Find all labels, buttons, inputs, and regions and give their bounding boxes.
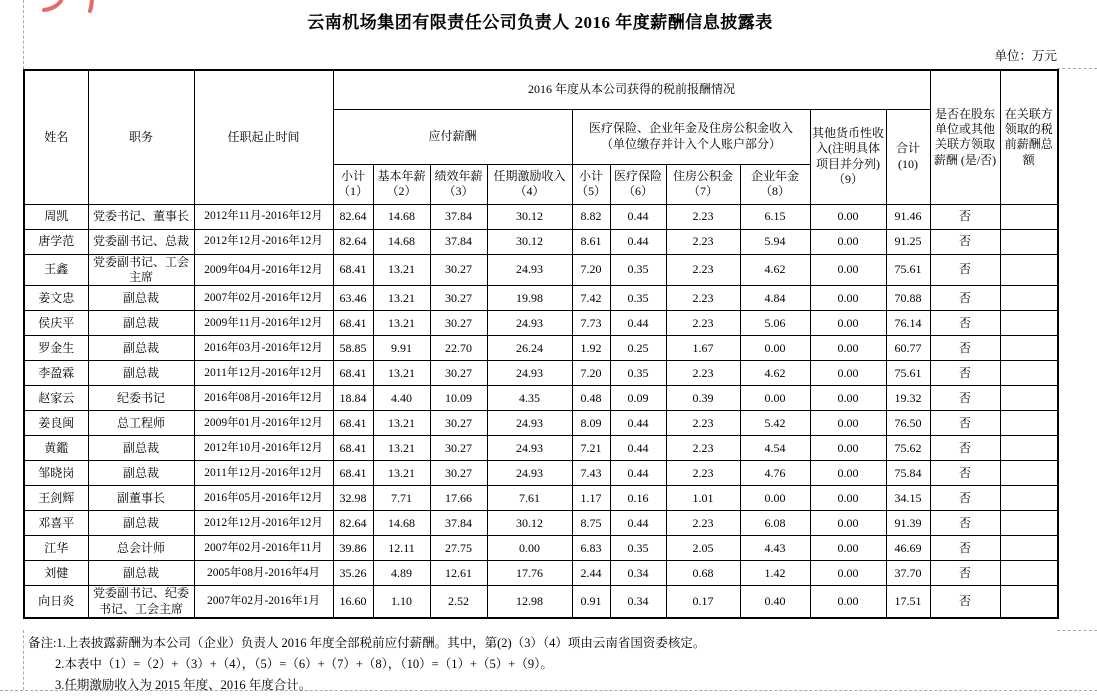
performance-salary-3-cell: 30.27 — [430, 436, 487, 461]
other-income-9-cell: 0.00 — [810, 486, 886, 511]
term-cell: 2011年12月-2016年12月 — [194, 461, 333, 486]
position-cell: 党委副书记、总裁 — [88, 229, 194, 254]
name-cell: 唐学范 — [24, 229, 88, 254]
related-pay-cell — [1000, 336, 1058, 361]
subtotal-5-cell: 7.20 — [572, 254, 610, 286]
medical-insurance-6-cell: 0.16 — [610, 486, 666, 511]
subtotal-1-cell: 68.41 — [333, 411, 373, 436]
header-housing-fund-7: 住房公积金 （7） — [666, 164, 740, 204]
table-row — [24, 204, 1058, 229]
related-pay-cell — [1000, 511, 1058, 536]
position-cell: 总工程师 — [88, 411, 194, 436]
header-total-label: 合计 — [896, 141, 921, 156]
term-cell: 2011年12月-2016年12月 — [194, 361, 333, 386]
subtotal-5-cell: 7.73 — [572, 311, 610, 336]
header-total-num: (10) — [898, 156, 918, 171]
performance-salary-3-cell: 30.27 — [430, 461, 487, 486]
subtotal-1-cell: 18.84 — [333, 386, 373, 411]
performance-salary-3-cell: 12.61 — [430, 561, 487, 586]
shareholder-pay-cell: 否 — [930, 254, 1000, 286]
base-salary-2-cell: 9.91 — [373, 336, 430, 361]
name-cell: 黄鑑 — [24, 436, 88, 461]
salary-disclosure-table — [23, 69, 1059, 619]
related-pay-cell — [1000, 286, 1058, 311]
tenure-incentive-4-cell: 17.76 — [487, 561, 572, 586]
housing-fund-7-cell: 2.05 — [666, 536, 740, 561]
position-cell: 纪委书记 — [88, 386, 194, 411]
tenure-incentive-4-cell: 26.24 — [487, 336, 572, 361]
position-cell: 副总裁 — [88, 286, 194, 311]
term-cell: 2009年11月-2016年12月 — [194, 311, 333, 336]
related-pay-cell — [1000, 561, 1058, 586]
other-income-9-cell: 0.00 — [810, 411, 886, 436]
name-cell: 刘健 — [24, 561, 88, 586]
header-other-income: 其他货币性收入(注明具体项目并分列)（9） — [810, 109, 886, 204]
performance-salary-3-cell: 37.84 — [430, 511, 487, 536]
subtotal-1-cell: 82.64 — [333, 204, 373, 229]
position-cell: 副总裁 — [88, 311, 194, 336]
table-row — [24, 411, 1058, 436]
total-10-cell: 60.77 — [886, 336, 930, 361]
subtotal-5-cell: 0.48 — [572, 386, 610, 411]
subtotal-1-cell: 68.41 — [333, 254, 373, 286]
shareholder-pay-cell: 否 — [930, 511, 1000, 536]
total-10-cell: 19.32 — [886, 386, 930, 411]
table-row — [24, 336, 1058, 361]
name-cell: 邓喜平 — [24, 511, 88, 536]
related-pay-cell — [1000, 411, 1058, 436]
base-salary-2-cell: 13.21 — [373, 311, 430, 336]
shareholder-pay-cell: 否 — [930, 386, 1000, 411]
tenure-incentive-4-cell: 12.98 — [487, 586, 572, 618]
performance-salary-3-cell: 30.27 — [430, 311, 487, 336]
subtotal-5-cell: 0.91 — [572, 586, 610, 618]
base-salary-2-cell: 4.89 — [373, 561, 430, 586]
annuity-8-cell: 5.94 — [740, 229, 810, 254]
page-break-line-left-bottom — [23, 630, 24, 690]
page-break-line-right-top — [1057, 68, 1097, 69]
table-row — [24, 286, 1058, 311]
related-pay-cell — [1000, 254, 1058, 286]
medical-insurance-6-cell: 0.44 — [610, 436, 666, 461]
annuity-8-cell: 4.62 — [740, 254, 810, 286]
term-cell: 2009年04月-2016年12月 — [194, 254, 333, 286]
table-row — [24, 561, 1058, 586]
base-salary-2-cell: 13.21 — [373, 286, 430, 311]
position-cell: 副总裁 — [88, 511, 194, 536]
tenure-incentive-4-cell: 24.93 — [487, 436, 572, 461]
performance-salary-3-cell: 37.84 — [430, 229, 487, 254]
header-position: 职务 — [88, 70, 194, 204]
tenure-incentive-4-cell: 30.12 — [487, 511, 572, 536]
shareholder-pay-cell: 否 — [930, 311, 1000, 336]
medical-insurance-6-cell: 0.44 — [610, 411, 666, 436]
subtotal-1-cell: 58.85 — [333, 336, 373, 361]
table-row — [24, 386, 1058, 411]
related-pay-cell — [1000, 311, 1058, 336]
note-2: 2.本表中（1）=（2）+（3）+（4），（5）=（6）+（7）+（8），（10）=（1）+（5）+（9）。 — [55, 657, 553, 671]
total-10-cell: 75.84 — [886, 461, 930, 486]
total-10-cell: 46.69 — [886, 536, 930, 561]
base-salary-2-cell: 7.71 — [373, 486, 430, 511]
medical-insurance-6-cell: 0.44 — [610, 204, 666, 229]
name-cell: 王剑辉 — [24, 486, 88, 511]
other-income-9-cell: 0.00 — [810, 386, 886, 411]
annuity-8-cell: 6.08 — [740, 511, 810, 536]
other-income-9-cell: 0.00 — [810, 286, 886, 311]
term-cell: 2007年02月-2016年11月 — [194, 536, 333, 561]
table-row — [24, 586, 1058, 618]
performance-salary-3-cell: 10.09 — [430, 386, 487, 411]
shareholder-pay-cell: 否 — [930, 286, 1000, 311]
subtotal-1-cell: 82.64 — [333, 229, 373, 254]
shareholder-pay-cell: 否 — [930, 486, 1000, 511]
housing-fund-7-cell: 0.17 — [666, 586, 740, 618]
housing-fund-7-cell: 2.23 — [666, 254, 740, 286]
name-cell: 罗金生 — [24, 336, 88, 361]
annuity-8-cell: 4.43 — [740, 536, 810, 561]
medical-insurance-6-cell: 0.35 — [610, 286, 666, 311]
related-pay-cell — [1000, 386, 1058, 411]
performance-salary-3-cell: 27.75 — [430, 536, 487, 561]
shareholder-pay-cell: 否 — [930, 436, 1000, 461]
annuity-8-cell: 0.00 — [740, 336, 810, 361]
shareholder-pay-cell: 否 — [930, 229, 1000, 254]
header-insurance-group-line2: （单位缴存并计入个人账户部分） — [600, 136, 781, 151]
related-pay-cell — [1000, 536, 1058, 561]
subtotal-5-cell: 7.20 — [572, 361, 610, 386]
header-shareholder-pay: 是否在股东单位或其他关联方领取薪酬 (是/否) — [930, 70, 1000, 204]
medical-insurance-6-cell: 0.35 — [610, 536, 666, 561]
total-10-cell: 91.46 — [886, 204, 930, 229]
tenure-incentive-4-cell: 24.93 — [487, 311, 572, 336]
subtotal-1-cell: 68.41 — [333, 361, 373, 386]
term-cell: 2016年08月-2016年12月 — [194, 386, 333, 411]
shareholder-pay-cell: 否 — [930, 461, 1000, 486]
tenure-incentive-4-cell: 24.93 — [487, 411, 572, 436]
subtotal-1-cell: 68.41 — [333, 461, 373, 486]
medical-insurance-6-cell: 0.35 — [610, 361, 666, 386]
total-10-cell: 34.15 — [886, 486, 930, 511]
tenure-incentive-4-cell: 4.35 — [487, 386, 572, 411]
subtotal-5-cell: 8.09 — [572, 411, 610, 436]
term-cell: 2005年08月-2016年4月 — [194, 561, 333, 586]
subtotal-5-cell: 7.43 — [572, 461, 610, 486]
name-cell: 姜文忠 — [24, 286, 88, 311]
total-10-cell: 75.61 — [886, 254, 930, 286]
base-salary-2-cell: 13.21 — [373, 361, 430, 386]
annuity-8-cell: 4.84 — [740, 286, 810, 311]
housing-fund-7-cell: 2.23 — [666, 204, 740, 229]
position-cell: 副总裁 — [88, 561, 194, 586]
related-pay-cell — [1000, 586, 1058, 618]
header-medical-insurance-6: 医疗保险 （6） — [610, 164, 666, 204]
related-pay-cell — [1000, 361, 1058, 386]
medical-insurance-6-cell: 0.35 — [610, 254, 666, 286]
annuity-8-cell: 0.00 — [740, 486, 810, 511]
header-term: 任职起止时间 — [194, 70, 333, 204]
other-income-9-cell: 0.00 — [810, 511, 886, 536]
base-salary-2-cell: 13.21 — [373, 436, 430, 461]
medical-insurance-6-cell: 0.44 — [610, 229, 666, 254]
subtotal-5-cell: 7.21 — [572, 436, 610, 461]
housing-fund-7-cell: 2.23 — [666, 461, 740, 486]
medical-insurance-6-cell: 0.44 — [610, 461, 666, 486]
performance-salary-3-cell: 22.70 — [430, 336, 487, 361]
table-row — [24, 461, 1058, 486]
shareholder-pay-cell: 否 — [930, 561, 1000, 586]
subtotal-5-cell: 6.83 — [572, 536, 610, 561]
term-cell: 2016年05月-2016年12月 — [194, 486, 333, 511]
header-subtotal-1: 小计 （1） — [333, 164, 373, 204]
header-insurance-group-line1: 医疗保险、企业年金及住房公积金收入 — [588, 121, 793, 136]
term-cell: 2012年12月-2016年12月 — [194, 511, 333, 536]
other-income-9-cell: 0.00 — [810, 361, 886, 386]
shareholder-pay-cell: 否 — [930, 536, 1000, 561]
term-cell: 2012年11月-2016年12月 — [194, 204, 333, 229]
footer-notes — [28, 633, 705, 696]
medical-insurance-6-cell: 0.25 — [610, 336, 666, 361]
medical-insurance-6-cell: 0.09 — [610, 386, 666, 411]
table-row — [24, 229, 1058, 254]
subtotal-1-cell: 68.41 — [333, 311, 373, 336]
position-cell: 副总裁 — [88, 361, 194, 386]
position-cell: 党委书记、董事长 — [88, 204, 194, 229]
other-income-9-cell: 0.00 — [810, 254, 886, 286]
tenure-incentive-4-cell: 24.93 — [487, 461, 572, 486]
base-salary-2-cell: 4.40 — [373, 386, 430, 411]
other-income-9-cell: 0.00 — [810, 311, 886, 336]
subtotal-1-cell: 39.86 — [333, 536, 373, 561]
tenure-incentive-4-cell: 30.12 — [487, 204, 572, 229]
name-cell: 邹晓岗 — [24, 461, 88, 486]
header-performance-salary-3: 绩效年薪 （3） — [430, 164, 487, 204]
housing-fund-7-cell: 2.23 — [666, 229, 740, 254]
subtotal-5-cell: 8.82 — [572, 204, 610, 229]
total-10-cell: 70.88 — [886, 286, 930, 311]
related-pay-cell — [1000, 461, 1058, 486]
table-row — [24, 254, 1058, 286]
term-cell: 2009年01月-2016年12月 — [194, 411, 333, 436]
term-cell: 2016年03月-2016年12月 — [194, 336, 333, 361]
page-title: 云南机场集团有限责任公司负责人 2016 年度薪酬信息披露表 — [307, 13, 773, 32]
annuity-8-cell: 4.76 — [740, 461, 810, 486]
subtotal-5-cell: 1.17 — [572, 486, 610, 511]
medical-insurance-6-cell: 0.34 — [610, 561, 666, 586]
shareholder-pay-cell: 否 — [930, 586, 1000, 618]
position-cell: 副总裁 — [88, 336, 194, 361]
base-salary-2-cell: 13.21 — [373, 254, 430, 286]
housing-fund-7-cell: 2.23 — [666, 436, 740, 461]
total-10-cell: 76.50 — [886, 411, 930, 436]
tenure-incentive-4-cell: 24.93 — [487, 254, 572, 286]
note-3: 3.任期激励收入为 2015 年度、2016 年度合计。 — [55, 678, 312, 692]
subtotal-1-cell: 16.60 — [333, 586, 373, 618]
name-cell: 姜良闽 — [24, 411, 88, 436]
subtotal-5-cell: 8.61 — [572, 229, 610, 254]
tenure-incentive-4-cell: 7.61 — [487, 486, 572, 511]
name-cell: 侯庆平 — [24, 311, 88, 336]
subtotal-1-cell: 32.98 — [333, 486, 373, 511]
page-break-line-right-mid — [1057, 630, 1097, 631]
header-subtotal-5: 小计 （5） — [572, 164, 610, 204]
other-income-9-cell: 0.00 — [810, 436, 886, 461]
header-name: 姓名 — [24, 70, 88, 204]
table-row — [24, 536, 1058, 561]
other-income-9-cell: 0.00 — [810, 229, 886, 254]
base-salary-2-cell: 12.11 — [373, 536, 430, 561]
position-cell: 党委副书记、工会主席 — [88, 254, 194, 286]
header-annuity-8: 企业年金 （8） — [740, 164, 810, 204]
base-salary-2-cell: 13.21 — [373, 411, 430, 436]
medical-insurance-6-cell: 0.34 — [610, 586, 666, 618]
shareholder-pay-cell: 否 — [930, 361, 1000, 386]
name-cell: 李盈霖 — [24, 361, 88, 386]
header-related-total: 在关联方领取的税前薪酬总额 — [1000, 70, 1058, 204]
performance-salary-3-cell: 30.27 — [430, 411, 487, 436]
related-pay-cell — [1000, 436, 1058, 461]
subtotal-5-cell: 2.44 — [572, 561, 610, 586]
name-cell: 江华 — [24, 536, 88, 561]
total-10-cell: 76.14 — [886, 311, 930, 336]
related-pay-cell — [1000, 229, 1058, 254]
performance-salary-3-cell: 37.84 — [430, 204, 487, 229]
total-10-cell: 75.62 — [886, 436, 930, 461]
subtotal-5-cell: 8.75 — [572, 511, 610, 536]
base-salary-2-cell: 13.21 — [373, 461, 430, 486]
total-10-cell: 75.61 — [886, 361, 930, 386]
tenure-incentive-4-cell: 24.93 — [487, 361, 572, 386]
base-salary-2-cell: 14.68 — [373, 229, 430, 254]
total-10-cell: 37.70 — [886, 561, 930, 586]
tenure-incentive-4-cell: 19.98 — [487, 286, 572, 311]
subtotal-1-cell: 68.41 — [333, 436, 373, 461]
base-salary-2-cell: 14.68 — [373, 204, 430, 229]
total-10-cell: 17.51 — [886, 586, 930, 618]
performance-salary-3-cell: 30.27 — [430, 361, 487, 386]
housing-fund-7-cell: 2.23 — [666, 511, 740, 536]
tenure-incentive-4-cell: 0.00 — [487, 536, 572, 561]
header-base-salary-2: 基本年薪 （2） — [373, 164, 430, 204]
unit-label: 单位：万元 — [994, 49, 1057, 63]
header-tenure-incentive-4: 任期激励收入 （4） — [487, 164, 572, 204]
table-row — [24, 486, 1058, 511]
position-cell: 总会计师 — [88, 536, 194, 561]
subtotal-5-cell: 7.42 — [572, 286, 610, 311]
annuity-8-cell: 5.06 — [740, 311, 810, 336]
housing-fund-7-cell: 2.23 — [666, 411, 740, 436]
other-income-9-cell: 0.00 — [810, 336, 886, 361]
table-row — [24, 311, 1058, 336]
table-row — [24, 361, 1058, 386]
housing-fund-7-cell: 0.68 — [666, 561, 740, 586]
annuity-8-cell: 4.62 — [740, 361, 810, 386]
annuity-8-cell: 0.40 — [740, 586, 810, 618]
position-cell: 党委副书记、纪委书记、工会主席 — [88, 586, 194, 618]
header-pretax-group: 2016 年度从本公司获得的税前报酬情况 — [333, 70, 930, 109]
subtotal-1-cell: 35.26 — [333, 561, 373, 586]
subtotal-5-cell: 1.92 — [572, 336, 610, 361]
term-cell: 2012年10月-2016年12月 — [194, 436, 333, 461]
performance-salary-3-cell: 30.27 — [430, 254, 487, 286]
term-cell: 2012年12月-2016年12月 — [194, 229, 333, 254]
total-10-cell: 91.39 — [886, 511, 930, 536]
related-pay-cell — [1000, 486, 1058, 511]
other-income-9-cell: 0.00 — [810, 586, 886, 618]
name-cell: 赵家云 — [24, 386, 88, 411]
tenure-incentive-4-cell: 30.12 — [487, 229, 572, 254]
subtotal-1-cell: 82.64 — [333, 511, 373, 536]
housing-fund-7-cell: 0.39 — [666, 386, 740, 411]
header-total — [886, 109, 930, 204]
table-row — [24, 511, 1058, 536]
medical-insurance-6-cell: 0.44 — [610, 311, 666, 336]
annuity-8-cell: 0.00 — [740, 386, 810, 411]
related-pay-cell — [1000, 204, 1058, 229]
note-1: 备注:1.上表披露薪酬为本公司（企业）负责人 2016 年度全部税前应付薪酬。其中，第(2)（3）（4）项由云南省国资委核定。 — [28, 636, 706, 650]
medical-insurance-6-cell: 0.44 — [610, 511, 666, 536]
other-income-9-cell: 0.00 — [810, 461, 886, 486]
shareholder-pay-cell: 否 — [930, 204, 1000, 229]
base-salary-2-cell: 14.68 — [373, 511, 430, 536]
header-payable-group: 应付薪酬 — [333, 109, 572, 164]
total-10-cell: 91.25 — [886, 229, 930, 254]
performance-salary-3-cell: 17.66 — [430, 486, 487, 511]
shareholder-pay-cell: 否 — [930, 411, 1000, 436]
name-cell: 向日炎 — [24, 586, 88, 618]
table-row — [24, 436, 1058, 461]
other-income-9-cell: 0.00 — [810, 561, 886, 586]
position-cell: 副总裁 — [88, 436, 194, 461]
other-income-9-cell: 0.00 — [810, 536, 886, 561]
name-cell: 王鑫 — [24, 254, 88, 286]
annuity-8-cell: 6.15 — [740, 204, 810, 229]
subtotal-1-cell: 63.46 — [333, 286, 373, 311]
name-cell: 周凯 — [24, 204, 88, 229]
housing-fund-7-cell: 2.23 — [666, 311, 740, 336]
performance-salary-3-cell: 2.52 — [430, 586, 487, 618]
housing-fund-7-cell: 2.23 — [666, 361, 740, 386]
other-income-9-cell: 0.00 — [810, 204, 886, 229]
annuity-8-cell: 5.42 — [740, 411, 810, 436]
position-cell: 副董事长 — [88, 486, 194, 511]
housing-fund-7-cell: 1.67 — [666, 336, 740, 361]
performance-salary-3-cell: 30.27 — [430, 286, 487, 311]
term-cell: 2007年02月-2016年1月 — [194, 586, 333, 618]
shareholder-pay-cell: 否 — [930, 336, 1000, 361]
annuity-8-cell: 1.42 — [740, 561, 810, 586]
annuity-8-cell: 4.54 — [740, 436, 810, 461]
term-cell: 2007年02月-2016年12月 — [194, 286, 333, 311]
position-cell: 副总裁 — [88, 461, 194, 486]
header-insurance-group — [572, 109, 810, 164]
base-salary-2-cell: 1.10 — [373, 586, 430, 618]
housing-fund-7-cell: 1.01 — [666, 486, 740, 511]
housing-fund-7-cell: 2.23 — [666, 286, 740, 311]
